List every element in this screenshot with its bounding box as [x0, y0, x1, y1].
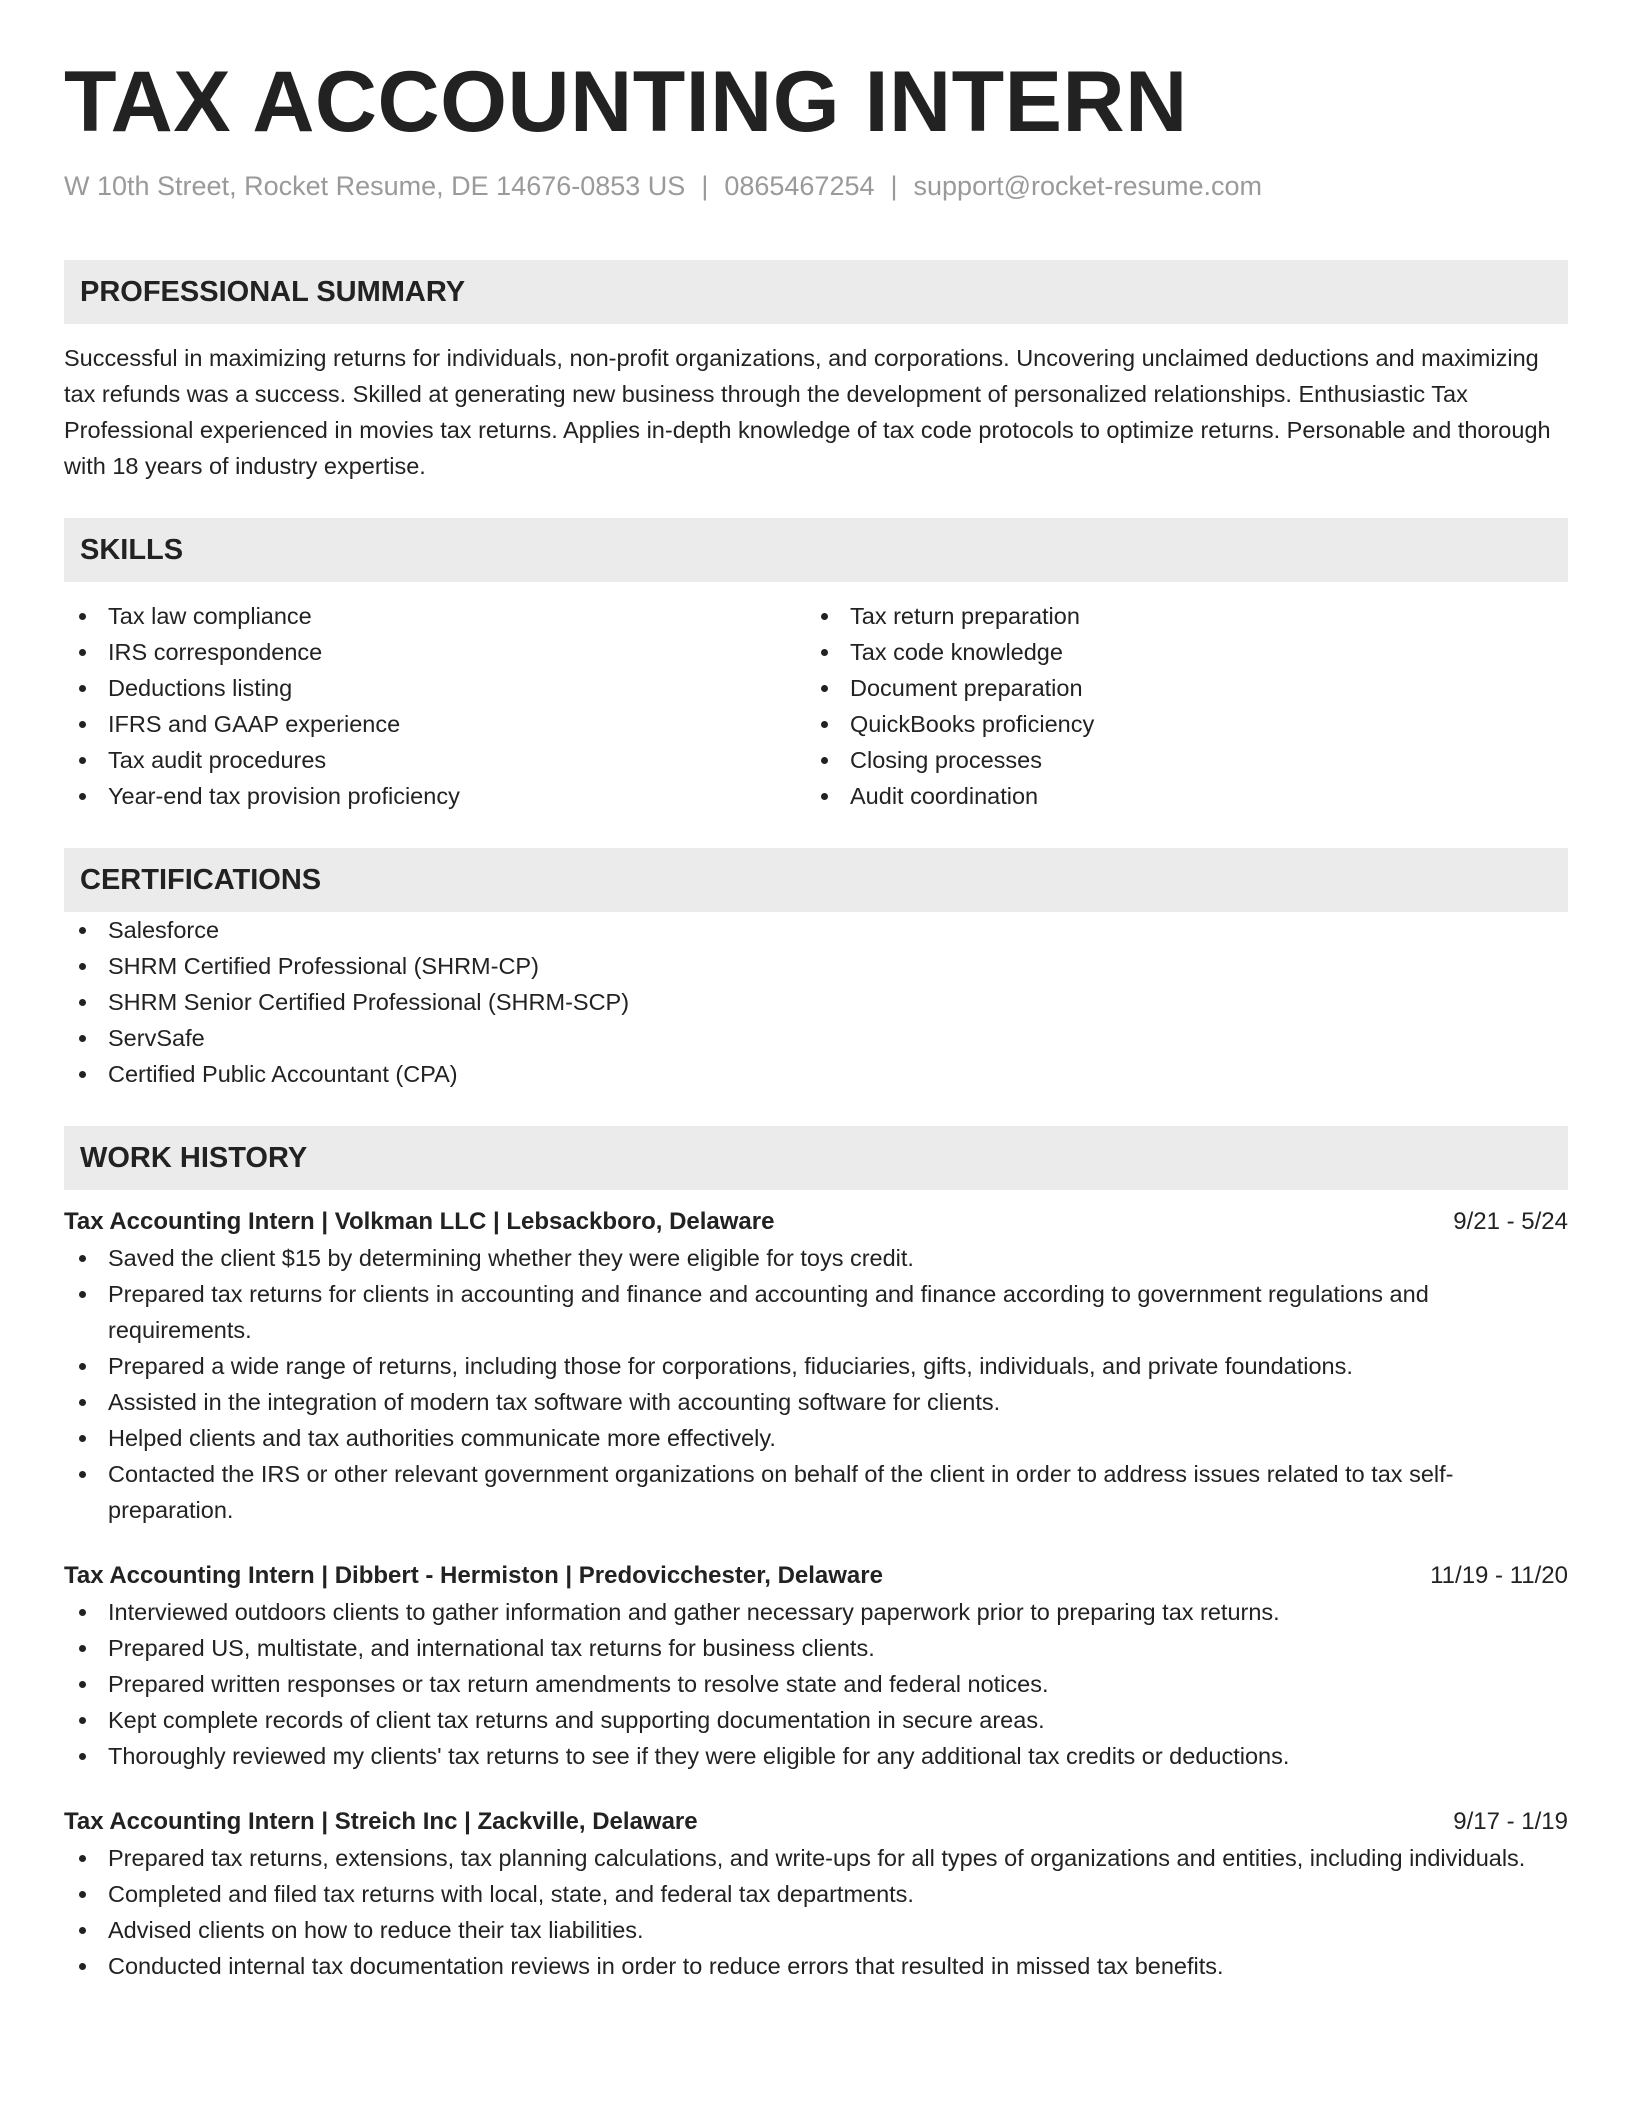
job-bullet: Prepared written responses or tax return amendments to resolve state and federal notices. — [64, 1666, 1568, 1702]
section-heading-work-history: WORK HISTORY — [64, 1126, 1568, 1190]
contact-separator: | — [890, 171, 898, 201]
job-dates: 11/19 - 11/20 — [1430, 1562, 1568, 1589]
job-bullet: Prepared US, multistate, and international tax returns for business clients. — [64, 1630, 1568, 1666]
job-title: Tax Accounting Intern | Streich Inc | Zackville, Delaware — [64, 1808, 698, 1835]
job-bullet: Assisted in the integration of modern tax software with accounting software for clients. — [64, 1384, 1568, 1420]
section-heading-skills: SKILLS — [64, 518, 1568, 582]
job-bullet: Prepared tax returns for clients in accounting and finance and accounting and finance according to government regulations and requirements. — [64, 1276, 1568, 1348]
skill-item: Document preparation — [806, 670, 1548, 706]
certification-item: ServSafe — [64, 1020, 1568, 1056]
skill-item: Deductions listing — [64, 670, 806, 706]
skill-item: Closing processes — [806, 742, 1548, 778]
skill-item: Tax return preparation — [806, 598, 1548, 634]
skills-list-left — [64, 598, 806, 814]
section-heading-summary: PROFESSIONAL SUMMARY — [64, 260, 1568, 324]
job-bullets — [64, 1594, 1568, 1774]
job-bullet: Interviewed outdoors clients to gather information and gather necessary paperwork prior to preparing tax returns. — [64, 1594, 1568, 1630]
certification-item: SHRM Certified Professional (SHRM-CP) — [64, 948, 1568, 984]
certification-item: SHRM Senior Certified Professional (SHRM-SCP) — [64, 984, 1568, 1020]
job-entry — [64, 1204, 1568, 1528]
skills-columns — [64, 598, 1568, 814]
skills-column-right — [806, 598, 1548, 814]
job-bullet: Thoroughly reviewed my clients' tax returns to see if they were eligible for any additional tax credits or deductions. — [64, 1738, 1568, 1774]
job-title: Tax Accounting Intern | Dibbert - Hermiston | Predovicchester, Delaware — [64, 1562, 883, 1589]
job-bullet: Prepared tax returns, extensions, tax planning calculations, and write-ups for all types of organizations and entities, including individuals. — [64, 1840, 1568, 1876]
certification-item: Certified Public Accountant (CPA) — [64, 1056, 1568, 1092]
job-bullets — [64, 1240, 1568, 1528]
job-title: Tax Accounting Intern | Volkman LLC | Lebsackboro, Delaware — [64, 1208, 775, 1235]
certifications-list — [64, 912, 1568, 1092]
contact-phone: 0865467254 — [724, 171, 875, 201]
job-bullet: Prepared a wide range of returns, including those for corporations, fiduciaries, gifts, individuals, and private foundations. — [64, 1348, 1568, 1384]
resume-name: TAX ACCOUNTING INTERN — [64, 54, 1188, 150]
skills-list-right — [806, 598, 1548, 814]
job-bullet: Advised clients on how to reduce their tax liabilities. — [64, 1912, 1568, 1948]
section-heading-certifications: CERTIFICATIONS — [64, 848, 1568, 912]
skills-column-left — [64, 598, 806, 814]
skill-item: Audit coordination — [806, 778, 1548, 814]
summary-text: Successful in maximizing returns for individuals, non-profit organizations, and corporations. Uncovering unclaimed deductions and maximizing tax refunds was a success. Skilled at generating new business through the development of personalized relationships. Enthusiastic Tax Professional experienced in movies tax returns. Applies in-depth knowledge of tax code protocols to optimize returns. Personable and thorough with 18 years of industry expertise. — [64, 345, 1551, 479]
job-header — [64, 1204, 1568, 1240]
contact-line — [64, 168, 1568, 204]
contact-email: support@rocket-resume.com — [913, 171, 1263, 201]
job-bullet: Kept complete records of client tax returns and supporting documentation in secure areas. — [64, 1702, 1568, 1738]
skill-item: QuickBooks proficiency — [806, 706, 1548, 742]
job-bullet: Saved the client $15 by determining whether they were eligible for toys credit. — [64, 1240, 1568, 1276]
job-bullet: Conducted internal tax documentation reviews in order to reduce errors that resulted in missed tax benefits. — [64, 1948, 1568, 1984]
skill-item: IFRS and GAAP experience — [64, 706, 806, 742]
job-header — [64, 1804, 1568, 1840]
skill-item: Tax law compliance — [64, 598, 806, 634]
skill-item: IRS correspondence — [64, 634, 806, 670]
contact-separator: | — [701, 171, 709, 201]
job-dates: 9/17 - 1/19 — [1453, 1808, 1568, 1835]
job-entry — [64, 1804, 1568, 1984]
skill-item: Tax audit procedures — [64, 742, 806, 778]
skill-item: Year-end tax provision proficiency — [64, 778, 806, 814]
job-bullet: Helped clients and tax authorities communicate more effectively. — [64, 1420, 1568, 1456]
job-header — [64, 1558, 1568, 1594]
job-bullets — [64, 1840, 1568, 1984]
job-dates: 9/21 - 5/24 — [1453, 1208, 1568, 1235]
job-bullet: Contacted the IRS or other relevant government organizations on behalf of the client in order to address issues related to tax self-preparation. — [64, 1456, 1568, 1528]
skill-item: Tax code knowledge — [806, 634, 1548, 670]
job-entry — [64, 1558, 1568, 1774]
job-bullet: Completed and filed tax returns with local, state, and federal tax departments. — [64, 1876, 1568, 1912]
certification-item: Salesforce — [64, 912, 1568, 948]
contact-address: W 10th Street, Rocket Resume, DE 14676-0853 US — [64, 171, 686, 201]
